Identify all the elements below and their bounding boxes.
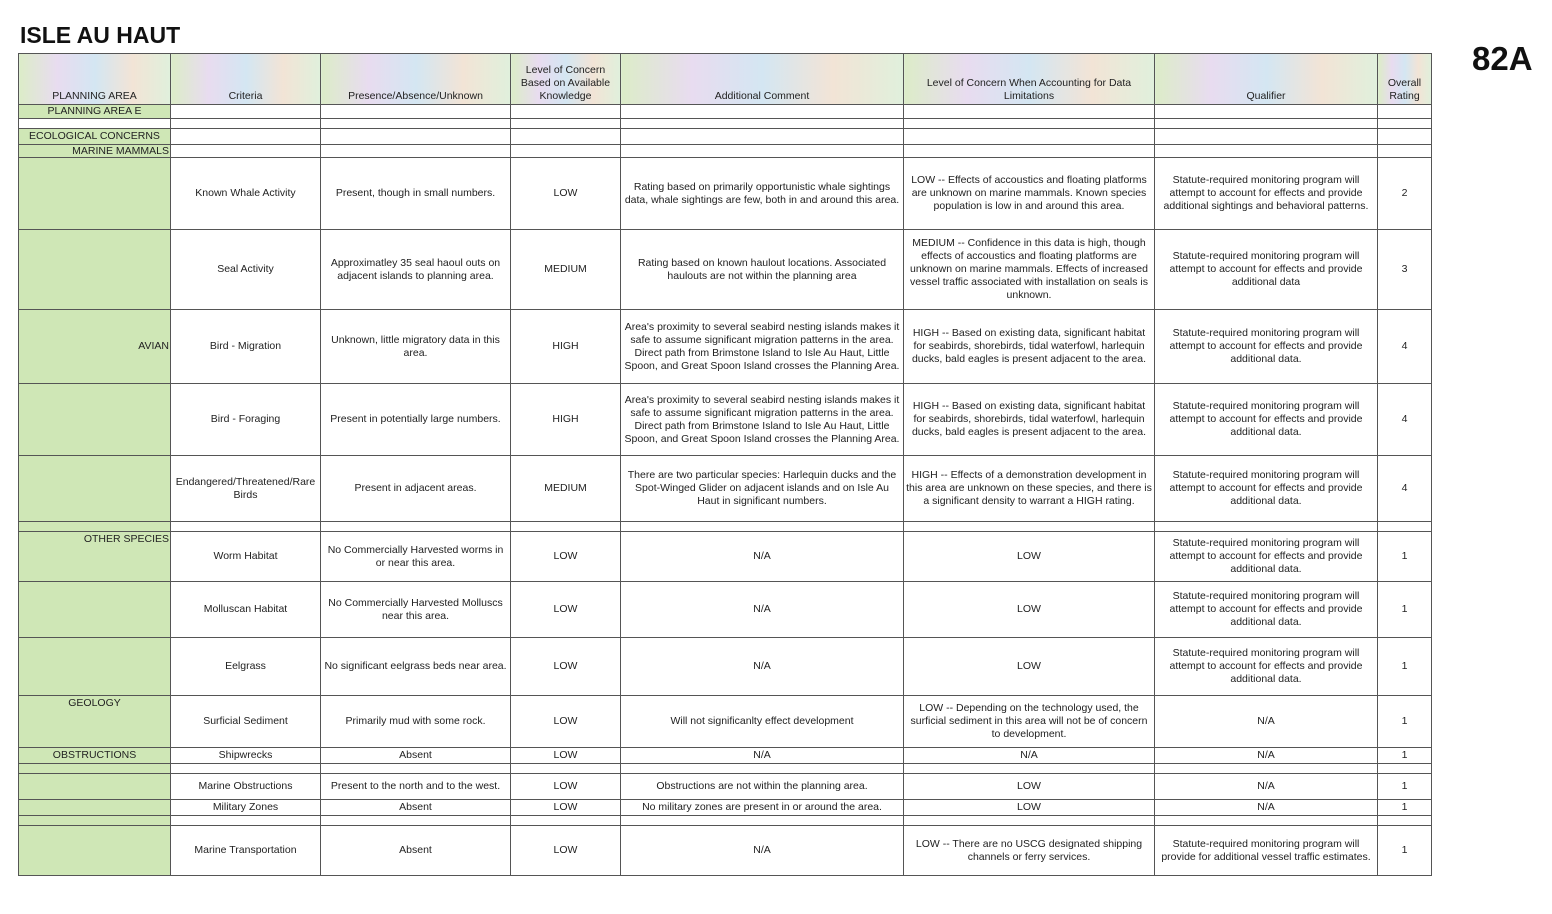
overall-cell: 4 [1378, 384, 1432, 456]
comment-cell: There are two particular species: Harlequin ducks and the Spot-Winged Glider on adjacent islands and on Isle Au Haut in significant numbers. [621, 456, 904, 522]
qualifier-cell: Statute-required monitoring program will attempt to account for effects and provide additional data. [1155, 456, 1378, 522]
presence-cell: Primarily mud with some rock. [321, 696, 511, 748]
level-cell: LOW [511, 532, 621, 582]
planning-area-e: PLANNING AREA E [19, 105, 171, 119]
section-obstructions: OBSTRUCTIONS [19, 748, 171, 764]
table-row [19, 582, 1432, 638]
qualifier-cell: Statute-required monitoring program will attempt to account for effects and provide additional data. [1155, 532, 1378, 582]
presence-cell: Present to the north and to the west. [321, 774, 511, 800]
section-other-species: OTHER SPECIES [19, 532, 171, 582]
overall-cell: 1 [1378, 582, 1432, 638]
level-limits-cell: N/A [904, 748, 1155, 764]
qualifier-cell: Statute-required monitoring program will provide for additional vessel traffic estimates. [1155, 826, 1378, 876]
table-row [19, 748, 1432, 764]
comment-cell: Rating based on known haulout locations. Associated haulouts are not within the planning area [621, 230, 904, 310]
presence-cell: Present in potentially large numbers. [321, 384, 511, 456]
qualifier-cell: Statute-required monitoring program will attempt to account for effects and provide additional data. [1155, 310, 1378, 384]
comment-cell: No military zones are present in or around the area. [621, 800, 904, 816]
header-qualifier: Qualifier [1155, 54, 1378, 105]
level-cell: MEDIUM [511, 456, 621, 522]
level-limits-cell: LOW [904, 532, 1155, 582]
level-limits-cell: HIGH -- Based on existing data, significant habitat for seabirds, shorebirds, tidal waterfowl, harlequin ducks, bald eagles is present adjacent to the area. [904, 384, 1155, 456]
comment-cell: Obstructions are not within the planning area. [621, 774, 904, 800]
criteria-cell: Marine Obstructions [171, 774, 321, 800]
table-row [19, 826, 1432, 876]
marine-mammals-row [19, 145, 1432, 158]
qualifier-cell: N/A [1155, 696, 1378, 748]
criteria-cell: Molluscan Habitat [171, 582, 321, 638]
header-overall: Overall Rating [1378, 54, 1432, 105]
section-avian: AVIAN [19, 310, 171, 384]
comment-cell: Rating based on primarily opportunistic whale sightings data, whale sightings are few, both in and around this area. [621, 158, 904, 230]
presence-cell: Absent [321, 748, 511, 764]
level-limits-cell: LOW [904, 774, 1155, 800]
level-cell: LOW [511, 582, 621, 638]
page-number: 82A [1472, 40, 1533, 77]
criteria-cell: Worm Habitat [171, 532, 321, 582]
qualifier-cell: Statute-required monitoring program will attempt to account for effects and provide additional sightings and behavioral patterns. [1155, 158, 1378, 230]
comment-cell: N/A [621, 638, 904, 696]
criteria-cell: Surficial Sediment [171, 696, 321, 748]
presence-cell: Present, though in small numbers. [321, 158, 511, 230]
qualifier-cell: Statute-required monitoring program will attempt to account for effects and provide additional data [1155, 230, 1378, 310]
overall-cell: 1 [1378, 638, 1432, 696]
presence-cell: No significant eelgrass beds near area. [321, 638, 511, 696]
qualifier-cell: Statute-required monitoring program will attempt to account for effects and provide additional data. [1155, 638, 1378, 696]
level-cell: LOW [511, 826, 621, 876]
overall-cell: 1 [1378, 696, 1432, 748]
overall-cell: 4 [1378, 456, 1432, 522]
comment-cell: Area's proximity to several seabird nesting islands makes it safe to assume significant migration patterns in the area. Direct path from Brimstone Island to Isle Au Haut, Little Spoon, and Great Spoon Island crosses the Planning Area. [621, 310, 904, 384]
page-title: ISLE AU HAUT [20, 22, 181, 48]
criteria-cell: Shipwrecks [171, 748, 321, 764]
level-cell: LOW [511, 638, 621, 696]
presence-cell: Absent [321, 800, 511, 816]
ecological-concerns: ECOLOGICAL CONCERNS [19, 129, 171, 145]
presence-cell: No Commercially Harvested worms in or near this area. [321, 532, 511, 582]
level-cell: HIGH [511, 310, 621, 384]
presence-cell: Approximatley 35 seal haoul outs on adjacent islands to planning area. [321, 230, 511, 310]
level-cell: LOW [511, 696, 621, 748]
section-marine-mammals: MARINE MAMMALS [19, 145, 171, 158]
qualifier-cell: N/A [1155, 800, 1378, 816]
criteria-cell: Seal Activity [171, 230, 321, 310]
comment-cell: Will not significanlty effect development [621, 696, 904, 748]
header-planning-area: PLANNING AREA [19, 54, 171, 105]
overall-cell: 1 [1378, 748, 1432, 764]
planning-area-row [19, 105, 1432, 119]
overall-cell: 1 [1378, 826, 1432, 876]
level-limits-cell: HIGH -- Effects of a demonstration development in this area are unknown on these species, and there is a significant density to warrant a HIGH rating. [904, 456, 1155, 522]
table-row [19, 638, 1432, 696]
comment-cell: Area's proximity to several seabird nesting islands makes it safe to assume significant migration patterns in the area. Direct path from Brimstone Island to Isle Au Haut, Little Spoon, and Great Spoon Island crosses the Planning Area. [621, 384, 904, 456]
comment-cell: N/A [621, 532, 904, 582]
level-cell: LOW [511, 800, 621, 816]
header-criteria: Criteria [171, 54, 321, 105]
criteria-cell: Bird - Migration [171, 310, 321, 384]
qualifier-cell: Statute-required monitoring program will attempt to account for effects and provide additional data. [1155, 384, 1378, 456]
presence-cell: No Commercially Harvested Molluscs near this area. [321, 582, 511, 638]
presence-cell: Present in adjacent areas. [321, 456, 511, 522]
table-row [19, 158, 1432, 230]
qualifier-cell: N/A [1155, 748, 1378, 764]
comment-cell: N/A [621, 748, 904, 764]
level-cell: HIGH [511, 384, 621, 456]
header-presence: Presence/Absence/Unknown [321, 54, 511, 105]
level-limits-cell: LOW [904, 582, 1155, 638]
qualifier-cell: Statute-required monitoring program will attempt to account for effects and provide additional data. [1155, 582, 1378, 638]
criteria-cell: Eelgrass [171, 638, 321, 696]
level-limits-cell: LOW [904, 638, 1155, 696]
section-geology: GEOLOGY [19, 696, 171, 748]
header-comment: Additional Comment [621, 54, 904, 105]
assessment-table [18, 53, 1432, 876]
presence-cell: Absent [321, 826, 511, 876]
level-limits-cell: LOW -- There are no USCG designated shipping channels or ferry services. [904, 826, 1155, 876]
overall-cell: 2 [1378, 158, 1432, 230]
level-cell: LOW [511, 748, 621, 764]
level-limits-cell: LOW -- Effects of accoustics and floating platforms are unknown on marine mammals. Known species population is low in and around this area. [904, 158, 1155, 230]
table-row [19, 230, 1432, 310]
criteria-cell: Military Zones [171, 800, 321, 816]
criteria-cell: Known Whale Activity [171, 158, 321, 230]
overall-cell: 4 [1378, 310, 1432, 384]
level-cell: MEDIUM [511, 230, 621, 310]
table-row [19, 532, 1432, 582]
table-row [19, 800, 1432, 816]
table-row [19, 384, 1432, 456]
comment-cell: N/A [621, 582, 904, 638]
criteria-cell: Bird - Foraging [171, 384, 321, 456]
ecological-row [19, 129, 1432, 145]
criteria-cell: Endangered/Threatened/Rare Birds [171, 456, 321, 522]
level-limits-cell: MEDIUM -- Confidence in this data is high, though effects of accoustics and floating platforms are unknown on marine mammals. Effects of increased vessel traffic associated with installation on seals is unknown. [904, 230, 1155, 310]
level-cell: LOW [511, 774, 621, 800]
header-level: Level of Concern Based on Available Knowledge [511, 54, 621, 105]
header-level-limits: Level of Concern When Accounting for Data Limitations [904, 54, 1155, 105]
overall-cell: 1 [1378, 532, 1432, 582]
level-limits-cell: LOW [904, 800, 1155, 816]
criteria-cell: Marine Transportation [171, 826, 321, 876]
overall-cell: 1 [1378, 774, 1432, 800]
comment-cell: N/A [621, 826, 904, 876]
presence-cell: Unknown, little migratory data in this area. [321, 310, 511, 384]
header-row [19, 54, 1432, 105]
table-row [19, 310, 1432, 384]
level-limits-cell: HIGH -- Based on existing data, significant habitat for seabirds, shorebirds, tidal waterfowl, harlequin ducks, bald eagles is present adjacent to the area. [904, 310, 1155, 384]
level-cell: LOW [511, 158, 621, 230]
overall-cell: 1 [1378, 800, 1432, 816]
table-row [19, 456, 1432, 522]
table-row [19, 774, 1432, 800]
level-limits-cell: LOW -- Depending on the technology used, the surficial sediment in this area will not be of concern to development. [904, 696, 1155, 748]
table-row [19, 696, 1432, 748]
qualifier-cell: N/A [1155, 774, 1378, 800]
overall-cell: 3 [1378, 230, 1432, 310]
